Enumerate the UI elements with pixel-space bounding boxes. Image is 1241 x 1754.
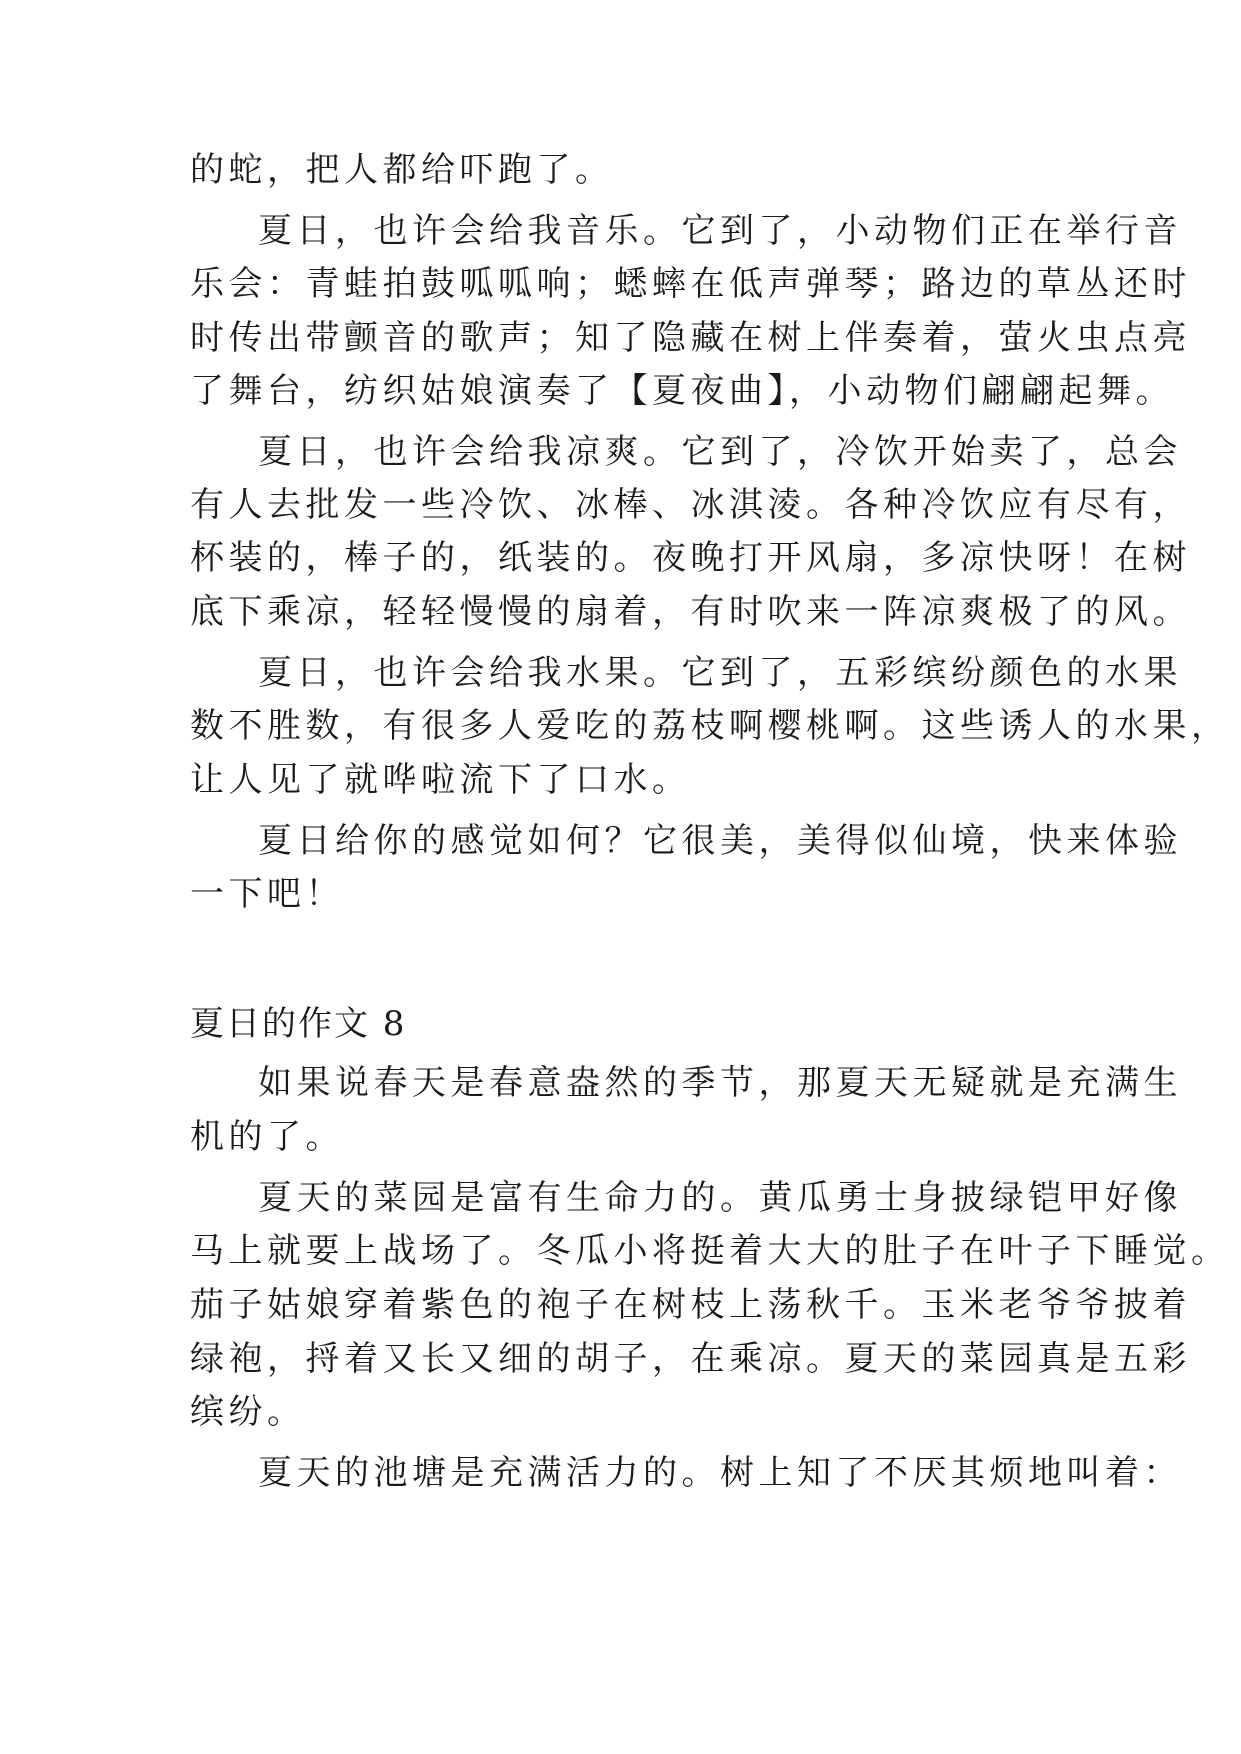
paragraph-first-line: 夏日，也许会给我音乐。它到了，小动物们正在举行音	[258, 211, 1182, 251]
text-line: 缤纷。	[190, 1392, 306, 1432]
text-line: 绿袍，捋着又长又细的胡子，在乘凉。夏天的菜园真是五彩	[190, 1339, 1191, 1379]
paragraph-first-line: 夏天的池塘是充满活力的。树上知了不厌其烦地叫着：	[258, 1453, 1182, 1493]
text-line: 乐会：青蛙拍鼓呱呱响；蟋蟀在低声弹琴；路边的草丛还时	[190, 264, 1191, 304]
paragraph-first-line: 如果说春天是春意盎然的季节，那夏天无疑就是充满生	[258, 1063, 1182, 1103]
text-line: 机的了。	[190, 1117, 344, 1157]
text-line: 时传出带颤音的歌声；知了隐藏在树上伴奏着，萤火虫点亮	[190, 318, 1191, 358]
text-line: 茄子姑娘穿着紫色的袍子在树枝上荡秋千。玉米老爷爷披着	[190, 1285, 1191, 1325]
text-line: 有人去批发一些冷饮、冰棒、冰淇淩。各种冷饮应有尽有，	[190, 485, 1191, 525]
paragraph-first-line: 夏日，也许会给我水果。它到了，五彩缤纷颜色的水果	[258, 653, 1182, 693]
text-line: 的蛇，把人都给吓跑了。	[190, 150, 614, 190]
text-line: 数不胜数，有很多人爱吃的荔枝啊樱桃啊。这些诱人的水果，	[190, 706, 1230, 746]
text-line: 让人见了就哗啦流下了口水。	[190, 760, 691, 800]
text-line: 了舞台，纺织姑娘演奏了【夏夜曲】，小动物们翩翩起舞。	[190, 371, 1174, 411]
text-line: 一下吧！	[190, 874, 344, 914]
paragraph-first-line: 夏日给你的感觉如何？它很美，美得似仙境，快来体验	[258, 821, 1182, 861]
section-heading: 夏日的作文 8	[190, 1004, 407, 1044]
text-line: 杯装的，棒子的，纸装的。夜晚打开风扇，多凉快呀！在树	[190, 538, 1191, 578]
text-line: 马上就要上战场了。冬瓜小将挺着大大的肚子在叶子下睡觉。	[190, 1231, 1230, 1271]
text-line: 底下乘凉，轻轻慢慢的扇着，有时吹来一阵凉爽极了的风。	[190, 592, 1191, 632]
paragraph-first-line: 夏天的菜园是富有生命力的。黄瓜勇士身披绿铠甲好像	[258, 1178, 1182, 1218]
paragraph-first-line: 夏日，也许会给我凉爽。它到了，冷饮开始卖了，总会	[258, 432, 1182, 472]
